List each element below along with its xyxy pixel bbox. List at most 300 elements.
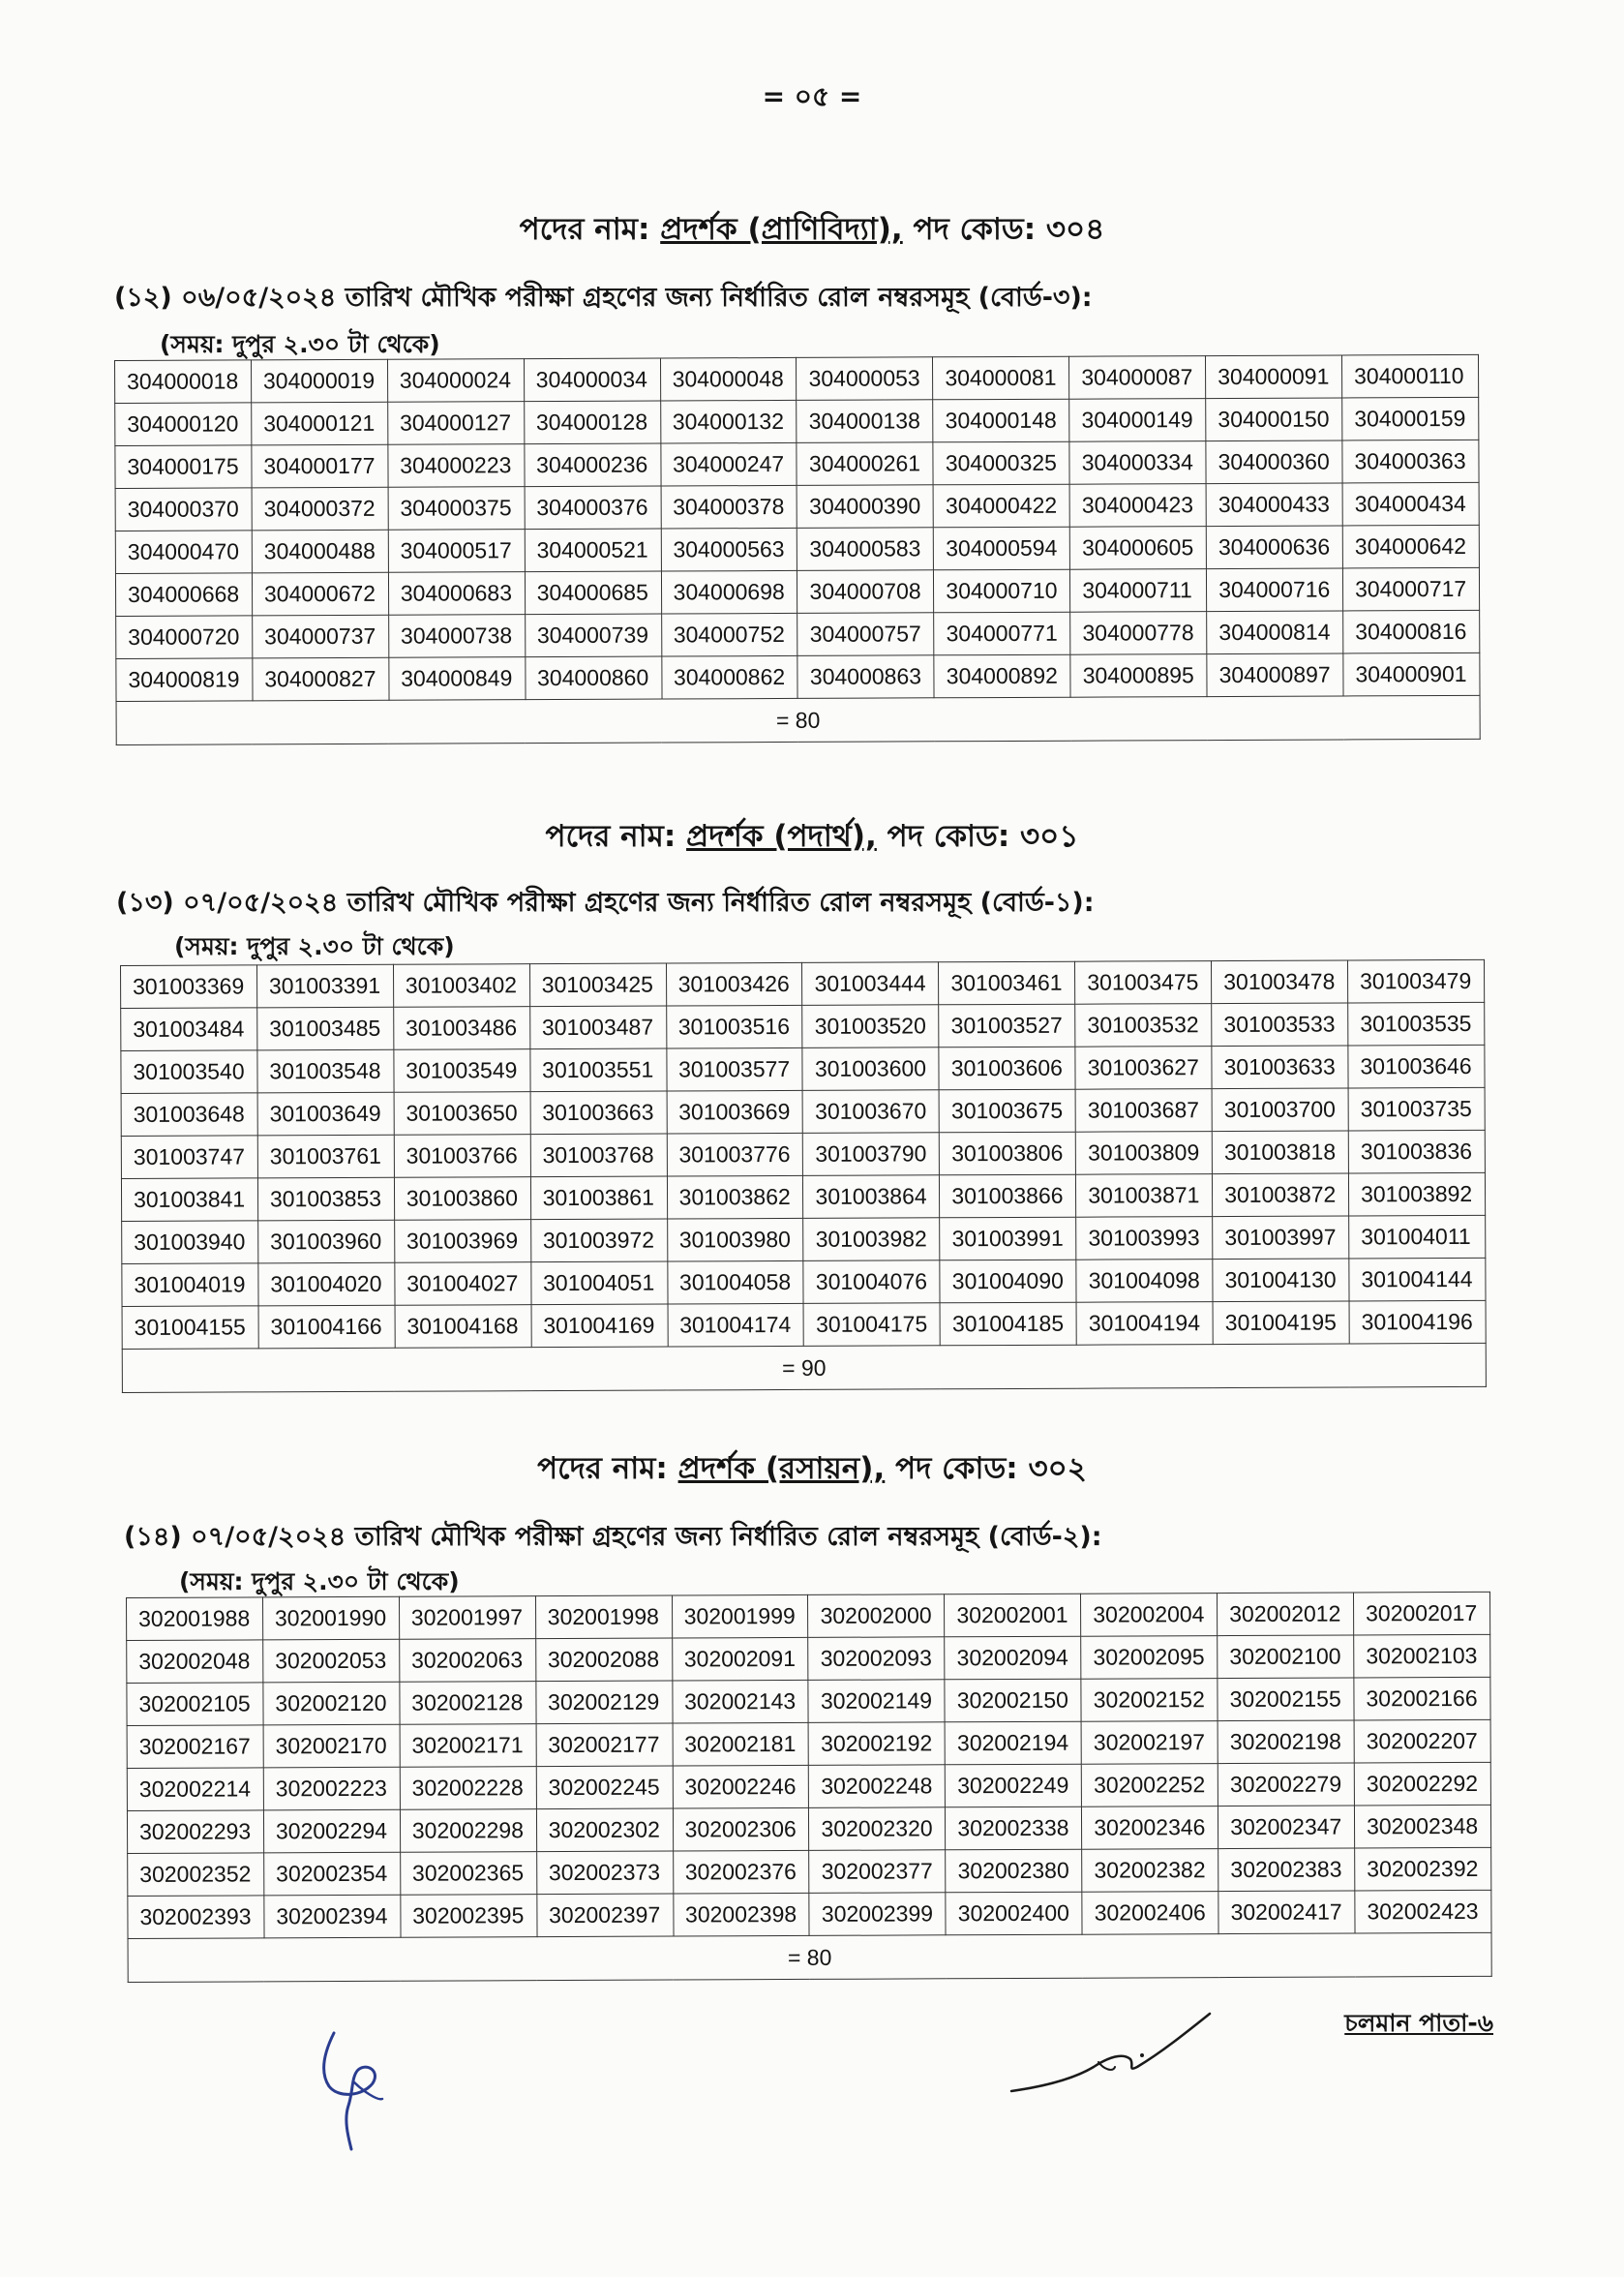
post-label: পদের নাম:	[545, 819, 677, 854]
roll-cell: 301003700	[1212, 1088, 1348, 1132]
table-row	[128, 1890, 1491, 1938]
roll-cell: 304000148	[933, 399, 1069, 442]
roll-cell: 301004098	[1076, 1260, 1213, 1303]
roll-cell: 304000363	[1342, 440, 1479, 483]
roll-cell: 301003532	[1075, 1004, 1212, 1047]
roll-cell: 302002365	[400, 1852, 536, 1896]
section-time: (সময়: দুপুর ২.৩০ টা থেকে)	[160, 330, 440, 358]
roll-cell: 304000720	[116, 616, 253, 659]
roll-cell: 304000223	[388, 444, 525, 488]
roll-cell: 304000390	[797, 485, 934, 529]
page-number: = ০৫ =	[762, 80, 862, 112]
roll-cell: 301004090	[940, 1260, 1076, 1303]
roll-cell: 301003487	[529, 1006, 666, 1049]
section-heading: (১২) ০৬/০৫/২০২৪ তারিখ মৌখিক পরীক্ষা গ্রহণের জন্য নির্ধারিত রোল নম্বরসমূহ (বোর্ড-৩):	[114, 283, 1093, 313]
roll-cell: 301003776	[667, 1133, 803, 1176]
roll-cell: 304000771	[934, 612, 1070, 655]
roll-table	[120, 959, 1487, 1393]
roll-cell: 304000488	[252, 530, 388, 573]
roll-cell: 301004174	[668, 1303, 804, 1347]
roll-cell: 304000423	[1069, 484, 1206, 528]
roll-cell: 304000149	[1069, 399, 1206, 442]
roll-cell: 304000738	[388, 615, 525, 658]
roll-cell: 302002198	[1218, 1720, 1354, 1764]
roll-cell: 301003627	[1075, 1047, 1212, 1090]
roll-cell: 301003551	[530, 1048, 667, 1092]
roll-cell: 302002093	[808, 1637, 945, 1681]
roll-cell: 304000517	[388, 530, 525, 573]
roll-cell: 302002155	[1218, 1678, 1354, 1721]
roll-cell: 304000778	[1070, 612, 1207, 655]
section-time: (সময়: দুপুর ২.৩০ টা থেকে)	[179, 1567, 460, 1595]
roll-cell: 301004058	[667, 1260, 803, 1304]
roll-cell: 304000433	[1206, 483, 1342, 527]
table-row	[128, 1847, 1491, 1896]
roll-cell: 302002152	[1081, 1679, 1218, 1722]
roll-cell: 304000605	[1069, 527, 1206, 570]
roll-cell: 301003766	[394, 1135, 530, 1178]
roll-cell: 304000594	[934, 527, 1070, 570]
roll-cell: 304000087	[1069, 356, 1206, 400]
roll-cell: 302002103	[1354, 1634, 1490, 1678]
roll-cell: 301003818	[1212, 1131, 1348, 1174]
roll-cell: 302002382	[1082, 1849, 1218, 1893]
roll-cell: 302002167	[127, 1725, 263, 1769]
signature-right	[1007, 2009, 1219, 2106]
roll-cell: 302002001	[945, 1594, 1081, 1637]
roll-cell: 301003425	[529, 963, 666, 1007]
roll-cell: 301003675	[939, 1089, 1075, 1133]
roll-cell: 302002292	[1354, 1762, 1490, 1806]
roll-cell: 304000048	[660, 357, 797, 401]
roll-cell: 301003516	[666, 1005, 802, 1048]
roll-cell: 301003871	[1076, 1174, 1213, 1218]
roll-cell: 302002150	[945, 1679, 1081, 1722]
roll-cell: 304000849	[389, 657, 526, 701]
roll-cell: 304000150	[1206, 398, 1342, 441]
section-heading: (১৪) ০৭/০৫/২০২৪ তারিখ মৌখিক পরীক্ষা গ্রহণের জন্য নির্ধারিত রোল নম্বরসমূহ (বোর্ড-২):	[124, 1522, 1102, 1552]
roll-cell: 301004194	[1076, 1302, 1213, 1346]
roll-cell: 304000668	[115, 573, 252, 617]
roll-cell: 302002194	[945, 1721, 1081, 1765]
roll-cell: 301003862	[667, 1175, 803, 1219]
roll-cell: 301003940	[122, 1221, 258, 1264]
roll-cell: 301003391	[256, 964, 393, 1008]
roll-cell: 304000819	[116, 658, 253, 702]
roll-cell: 304000642	[1342, 525, 1479, 568]
roll-cell: 304000024	[387, 359, 524, 403]
roll-cell: 302002252	[1081, 1764, 1218, 1807]
roll-cell: 301004019	[122, 1263, 258, 1307]
roll-cell: 302002207	[1354, 1719, 1490, 1763]
total-row	[122, 1343, 1486, 1392]
roll-cell: 304000247	[660, 442, 797, 486]
roll-cell: 304000892	[934, 654, 1070, 698]
roll-cell: 304000683	[388, 572, 525, 616]
roll-cell: 302002143	[672, 1680, 808, 1723]
roll-cell: 302002397	[537, 1894, 674, 1937]
roll-cell: 304000434	[1342, 482, 1479, 526]
roll-cell: 301003520	[802, 1005, 939, 1048]
total-count: = 80	[128, 1932, 1491, 1982]
roll-cell: 304000177	[252, 444, 388, 488]
roll-cell: 304000698	[661, 570, 797, 614]
table-row	[115, 440, 1479, 488]
table-row	[127, 1592, 1490, 1640]
roll-cell: 301003646	[1348, 1045, 1485, 1088]
roll-cell: 302002376	[673, 1850, 809, 1894]
roll-cell: 301004076	[803, 1260, 940, 1304]
roll-cell: 302002302	[536, 1808, 673, 1852]
roll-cell: 302002406	[1082, 1892, 1218, 1935]
roll-cell: 301003866	[940, 1174, 1076, 1218]
section-time: (সময়: দুপুর ২.৩০ টা থেকে)	[174, 932, 455, 960]
roll-cell: 302002105	[127, 1683, 263, 1726]
table-row	[115, 482, 1479, 531]
roll-cell: 301003369	[121, 965, 257, 1009]
table-row	[116, 610, 1480, 658]
roll-cell: 304000860	[526, 656, 662, 700]
roll-cell: 304000360	[1206, 440, 1342, 484]
table-row	[121, 1002, 1485, 1050]
roll-cell: 304000370	[115, 488, 252, 531]
roll-cell: 301003533	[1212, 1003, 1348, 1047]
roll-cell: 304000138	[797, 400, 933, 443]
roll-cell: 301003540	[121, 1050, 257, 1094]
roll-cell: 304000470	[115, 531, 252, 574]
roll-cell: 301004130	[1213, 1259, 1349, 1302]
roll-cell: 301004185	[940, 1302, 1076, 1346]
roll-cell: 302002393	[128, 1896, 264, 1939]
roll-cell: 302002181	[673, 1722, 809, 1766]
roll-cell: 302001998	[535, 1595, 672, 1639]
roll-cell: 301003982	[803, 1218, 940, 1261]
roll-cell: 301003527	[939, 1004, 1075, 1047]
roll-cell: 302001997	[399, 1596, 535, 1640]
roll-cell: 302002228	[400, 1767, 536, 1810]
total-count: = 90	[122, 1343, 1486, 1392]
roll-cell: 304000636	[1206, 526, 1342, 569]
roll-cell: 302002400	[946, 1892, 1082, 1935]
roll-cell: 304000814	[1207, 611, 1343, 654]
roll-cell: 301003478	[1212, 960, 1348, 1004]
roll-cell: 301003479	[1348, 959, 1485, 1003]
roll-cell: 301003444	[802, 962, 939, 1006]
roll-cell: 302002352	[128, 1853, 264, 1897]
roll-cell: 301004155	[122, 1306, 258, 1350]
table-row	[121, 1045, 1485, 1093]
roll-cell: 301004168	[395, 1305, 531, 1349]
table-row	[122, 1215, 1486, 1263]
roll-cell: 302002248	[809, 1765, 946, 1808]
roll-cell: 304000583	[797, 528, 934, 571]
table-row	[116, 653, 1480, 701]
roll-cell: 302002347	[1218, 1806, 1355, 1849]
roll-cell: 301003485	[257, 1007, 394, 1050]
roll-cell: 301003892	[1348, 1172, 1485, 1216]
roll-cell: 302002053	[263, 1639, 400, 1683]
roll-cell: 302002091	[672, 1637, 808, 1681]
total-row	[128, 1932, 1491, 1982]
roll-cell: 301003426	[666, 962, 802, 1006]
roll-cell: 304000563	[661, 528, 797, 571]
table-row	[121, 1087, 1485, 1136]
roll-cell: 302002088	[535, 1638, 672, 1682]
roll-cell: 302002383	[1218, 1848, 1355, 1892]
roll-cell: 302002294	[263, 1809, 400, 1853]
roll-cell: 301003960	[258, 1220, 395, 1263]
roll-cell: 301003790	[803, 1133, 940, 1176]
roll-cell: 302002048	[127, 1640, 263, 1684]
roll-cell: 304000376	[525, 486, 661, 530]
roll-cell: 304000132	[660, 400, 797, 443]
roll-cell: 302002293	[127, 1810, 263, 1854]
roll-cell: 301003809	[1075, 1132, 1212, 1175]
roll-cell: 302002423	[1355, 1890, 1491, 1933]
roll-cell: 301003600	[802, 1047, 939, 1091]
roll-cell: 302002095	[1081, 1636, 1218, 1680]
post-title	[0, 813, 1624, 864]
roll-cell: 302002223	[263, 1767, 400, 1810]
roll-cell: 304000757	[797, 613, 934, 656]
roll-cell: 302002214	[127, 1768, 263, 1811]
roll-cell: 302002197	[1081, 1721, 1218, 1765]
roll-cell: 302002377	[809, 1850, 946, 1894]
post-title	[0, 206, 1624, 257]
roll-cell: 301003972	[530, 1219, 667, 1262]
roll-cell: 301003853	[257, 1177, 394, 1221]
roll-cell: 301003768	[530, 1134, 667, 1177]
roll-cell: 304000236	[525, 443, 661, 487]
roll-cell: 302002063	[399, 1639, 535, 1683]
roll-cell: 304000711	[1070, 569, 1207, 613]
roll-cell: 301004027	[395, 1262, 531, 1306]
roll-cell: 304000128	[524, 401, 660, 444]
post-name: প্রদর্শক (প্রাণিবিদ্যা),	[660, 212, 903, 247]
roll-table	[114, 354, 1481, 745]
roll-cell: 304000521	[525, 529, 661, 572]
roll-cell: 301003747	[121, 1136, 257, 1179]
table-row	[115, 397, 1479, 445]
roll-cell: 301004196	[1349, 1300, 1486, 1344]
roll-cell: 301004020	[258, 1262, 395, 1306]
roll-cell: 304000053	[797, 357, 933, 401]
roll-cell: 302002373	[536, 1851, 673, 1895]
roll-cell: 302002298	[400, 1809, 536, 1853]
roll-cell: 304000018	[115, 360, 252, 404]
roll-cell: 304000019	[251, 359, 387, 403]
section-heading: (১৩) ০৭/০৫/২০২৪ তারিখ মৌখিক পরীক্ষা গ্রহণের জন্য নির্ধারিত রোল নম্বরসমূহ (বোর্ড-১):	[116, 888, 1095, 918]
roll-cell: 302002398	[673, 1893, 809, 1936]
roll-cell: 301003806	[940, 1132, 1076, 1175]
roll-cell: 302002320	[809, 1807, 946, 1851]
roll-cell: 301003486	[393, 1007, 529, 1050]
table-row	[121, 1130, 1485, 1178]
roll-cell: 302002192	[809, 1722, 946, 1766]
roll-cell: 301003402	[393, 964, 529, 1008]
table-row	[115, 354, 1479, 403]
table-row	[115, 567, 1479, 616]
roll-cell: 302002306	[673, 1807, 809, 1851]
roll-cell: 301004195	[1213, 1301, 1349, 1345]
roll-cell: 302002000	[808, 1594, 945, 1638]
roll-cell: 301003649	[257, 1092, 394, 1136]
post-title	[0, 1445, 1624, 1496]
roll-cell: 302001990	[262, 1596, 399, 1640]
roll-cell: 304000863	[797, 655, 934, 699]
roll-cell: 301003606	[939, 1047, 1075, 1090]
roll-cell: 301004169	[531, 1304, 668, 1348]
roll-cell: 304000159	[1342, 397, 1479, 440]
roll-cell: 304000325	[933, 441, 1069, 485]
post-code: পদ কোড: ৩০১	[887, 819, 1079, 854]
post-label: পদের নাম:	[537, 1451, 668, 1486]
roll-cell: 301004166	[258, 1305, 395, 1349]
roll-cell: 302002170	[263, 1724, 400, 1768]
roll-cell: 304000175	[115, 445, 252, 489]
roll-cell: 302002128	[400, 1682, 536, 1725]
table-row	[127, 1762, 1490, 1810]
roll-cell: 301003549	[394, 1049, 530, 1093]
roll-cell: 304000685	[525, 571, 661, 615]
roll-cell: 301003577	[666, 1047, 802, 1091]
roll-table	[126, 1592, 1492, 1983]
roll-cell: 301003535	[1348, 1002, 1485, 1046]
roll-cell: 301003484	[121, 1008, 257, 1051]
roll-cell: 304000378	[661, 485, 797, 529]
roll-cell: 304000034	[524, 358, 660, 402]
roll-cell: 304000121	[252, 402, 388, 445]
table-row	[115, 525, 1479, 573]
roll-cell: 302002017	[1354, 1592, 1490, 1635]
roll-cell: 304000091	[1206, 355, 1342, 399]
post-code: পদ কোড: ৩০৪	[913, 212, 1105, 247]
total-count: = 80	[116, 695, 1480, 744]
roll-cell: 301003687	[1075, 1089, 1212, 1133]
roll-cell: 301003864	[803, 1175, 940, 1219]
roll-cell: 304000081	[933, 356, 1069, 400]
roll-cell: 302002392	[1355, 1847, 1491, 1891]
roll-cell: 304000895	[1070, 654, 1207, 698]
roll-cell: 304000261	[797, 442, 933, 486]
roll-cell: 304000752	[661, 613, 797, 656]
roll-cell: 304000708	[797, 570, 934, 614]
roll-cell: 304000739	[525, 614, 661, 657]
roll-cell: 304000120	[115, 403, 252, 446]
roll-cell: 301003993	[1076, 1217, 1213, 1260]
roll-cell: 302002171	[400, 1724, 536, 1768]
roll-cell: 304000901	[1343, 653, 1480, 696]
roll-cell: 302002399	[809, 1893, 946, 1936]
roll-cell: 302002149	[808, 1680, 945, 1723]
roll-cell: 301003997	[1213, 1216, 1349, 1260]
roll-cell: 302002417	[1218, 1891, 1355, 1934]
roll-cell: 302002177	[536, 1723, 673, 1767]
roll-cell: 301003735	[1348, 1087, 1485, 1131]
roll-cell: 301003841	[121, 1178, 257, 1222]
roll-cell: 304000372	[252, 487, 388, 531]
table-row	[127, 1719, 1490, 1768]
roll-cell: 304000110	[1342, 354, 1479, 398]
roll-cell: 301004051	[531, 1261, 668, 1305]
roll-cell: 302002354	[264, 1852, 401, 1896]
roll-cell: 302002346	[1082, 1806, 1218, 1850]
roll-cell: 302002380	[946, 1849, 1082, 1893]
roll-cell: 301003872	[1213, 1173, 1349, 1217]
roll-cell: 301003969	[394, 1220, 530, 1263]
table-row	[122, 1300, 1486, 1349]
roll-cell: 301004011	[1349, 1215, 1486, 1259]
roll-cell: 302002100	[1218, 1635, 1354, 1679]
roll-cell: 302002246	[673, 1765, 809, 1808]
roll-cell: 304000127	[387, 402, 524, 445]
table-row	[127, 1677, 1490, 1725]
roll-cell: 302002120	[263, 1682, 400, 1725]
roll-cell: 302001999	[672, 1594, 808, 1638]
roll-cell: 301004144	[1349, 1258, 1486, 1301]
roll-cell: 302002394	[264, 1895, 401, 1938]
table-row	[122, 1258, 1486, 1306]
roll-cell: 301003461	[939, 961, 1075, 1005]
roll-cell: 302002395	[401, 1895, 537, 1938]
roll-cell: 304000737	[253, 615, 389, 658]
roll-cell: 304000716	[1207, 568, 1343, 612]
post-label: পদের নাম:	[519, 212, 650, 247]
roll-cell: 301003860	[394, 1177, 530, 1221]
post-code: পদ কোড: ৩০২	[895, 1451, 1087, 1486]
table-row	[121, 959, 1485, 1008]
roll-cell: 302002094	[945, 1636, 1081, 1680]
post-name: প্রদর্শক (পদার্থ),	[686, 819, 877, 854]
roll-cell: 301003548	[257, 1049, 394, 1093]
roll-cell: 301003980	[667, 1218, 803, 1261]
roll-cell: 301003861	[530, 1176, 667, 1220]
roll-cell: 302002012	[1218, 1593, 1354, 1636]
roll-cell: 301003669	[667, 1090, 803, 1134]
roll-cell: 302002129	[536, 1681, 673, 1724]
roll-cell: 301003663	[530, 1091, 667, 1135]
roll-cell: 301003761	[257, 1135, 394, 1178]
roll-cell: 302002279	[1218, 1763, 1354, 1806]
continue-label: চলমান পাতা-৬	[1344, 2009, 1493, 2037]
roll-cell: 301004175	[803, 1303, 940, 1347]
roll-cell: 302002249	[946, 1764, 1082, 1807]
roll-cell: 304000672	[252, 572, 388, 616]
roll-cell: 304000375	[388, 487, 525, 531]
signature-left	[305, 2014, 411, 2159]
roll-cell: 301003650	[394, 1092, 530, 1136]
post-name: প্রদর্শক (রসায়ন),	[677, 1451, 886, 1486]
roll-cell: 302002348	[1354, 1805, 1490, 1848]
roll-cell: 301003836	[1348, 1130, 1485, 1173]
total-row	[116, 695, 1480, 744]
roll-cell: 304000862	[661, 655, 797, 699]
roll-cell: 302001988	[127, 1597, 263, 1641]
table-row	[127, 1634, 1490, 1683]
roll-cell: 304000816	[1343, 610, 1480, 653]
roll-cell: 302002166	[1354, 1677, 1490, 1720]
roll-cell: 302002245	[536, 1766, 673, 1809]
roll-cell: 302002338	[946, 1806, 1082, 1850]
roll-cell: 304000710	[934, 569, 1070, 613]
roll-cell: 301003633	[1212, 1046, 1348, 1089]
table-row	[127, 1805, 1490, 1853]
roll-cell: 301003991	[940, 1217, 1076, 1260]
roll-cell: 304000827	[253, 657, 389, 701]
roll-cell: 301003648	[121, 1093, 257, 1137]
roll-cell: 301003475	[1075, 961, 1212, 1005]
roll-cell: 304000334	[1069, 441, 1206, 485]
